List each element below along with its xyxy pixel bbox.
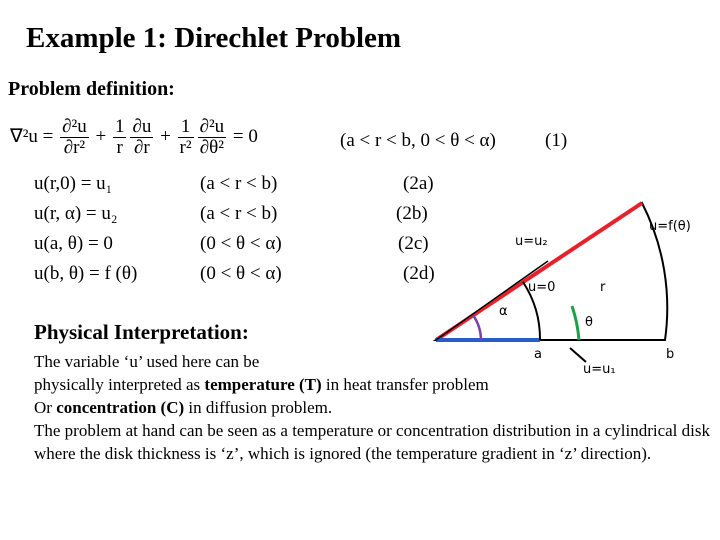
bc-eq: u(r, α) = u₂ (34, 203, 118, 224)
problem-definition-heading: Problem definition: (8, 78, 175, 100)
label-theta: θ (585, 315, 593, 330)
label-a: a (534, 347, 542, 362)
alpha-arc (473, 315, 481, 340)
interpretation-paragraph (34, 350, 710, 465)
term1-fraction: $\frac{\text{∂²u}}{\text{∂r²}}$ (62, 116, 87, 158)
bc-tag: (2d) (403, 263, 435, 284)
para-line: physically interpreted as temperature (T) in heat transfer problem (34, 375, 489, 394)
sector-outline (436, 203, 667, 340)
para-line: Or concentration (C) in diffusion problem. (34, 398, 333, 417)
physical-interpretation-heading: Physical Interpretation: (34, 320, 249, 344)
label-b: b (666, 347, 675, 362)
bc-tag: (2a) (403, 173, 434, 194)
para-line: The problem at hand can be seen as a temperature or concentration distribution in a cylindrical disk where the disk thickness is ‘z’, which is ignored (the temperature gradient in ‘z’ direction). (34, 421, 710, 463)
radius-line (436, 261, 548, 340)
label-u2: u=u₂ (515, 234, 548, 249)
bc-range: (a < r < b) (200, 203, 278, 224)
label-r: r (600, 280, 606, 295)
plus-sign: + (95, 125, 107, 147)
theta-arc (572, 306, 579, 340)
bc-range: (a < r < b) (200, 173, 278, 194)
bc-tag: (2b) (396, 203, 428, 224)
bc-eq: u(a, θ) = 0 (34, 233, 113, 254)
label-alpha: α (499, 304, 508, 319)
bc-range: (0 < θ < α) (200, 233, 282, 254)
eq-tag: (1) (545, 130, 568, 151)
label-u1: u=u₁ (583, 362, 616, 377)
term2-fraction: $\frac{\partial u}{\partial r}$ (132, 116, 152, 158)
eq-lhs: ∇²u = (10, 125, 54, 147)
bc-eq: u(r,0) = u₁ (34, 173, 113, 194)
para-line: The variable ‘u’ used here can be (34, 352, 260, 371)
term3-coef-fraction: $\frac{1}{\text{r²}}$ (179, 116, 192, 158)
term2-coef-fraction: $\frac{1}{r}$ (114, 116, 125, 158)
label-u0: u=0 (528, 280, 556, 295)
page-title: Example 1: Direchlet Problem (26, 22, 402, 54)
eq-domain: (a < r < b, 0 < θ < α) (340, 130, 496, 151)
bc-tag: (2c) (398, 233, 429, 254)
bc-eq: u(b, θ) = f (θ) (34, 263, 138, 284)
plus-sign: + (160, 125, 171, 147)
eq-rhs: = 0 (232, 125, 258, 147)
label-f: u=f(θ) (649, 219, 691, 234)
bc-range: (0 < θ < α) (200, 263, 282, 284)
term3-fraction: $\frac{\text{∂²u}}{\text{∂θ²}}$ (199, 116, 225, 158)
